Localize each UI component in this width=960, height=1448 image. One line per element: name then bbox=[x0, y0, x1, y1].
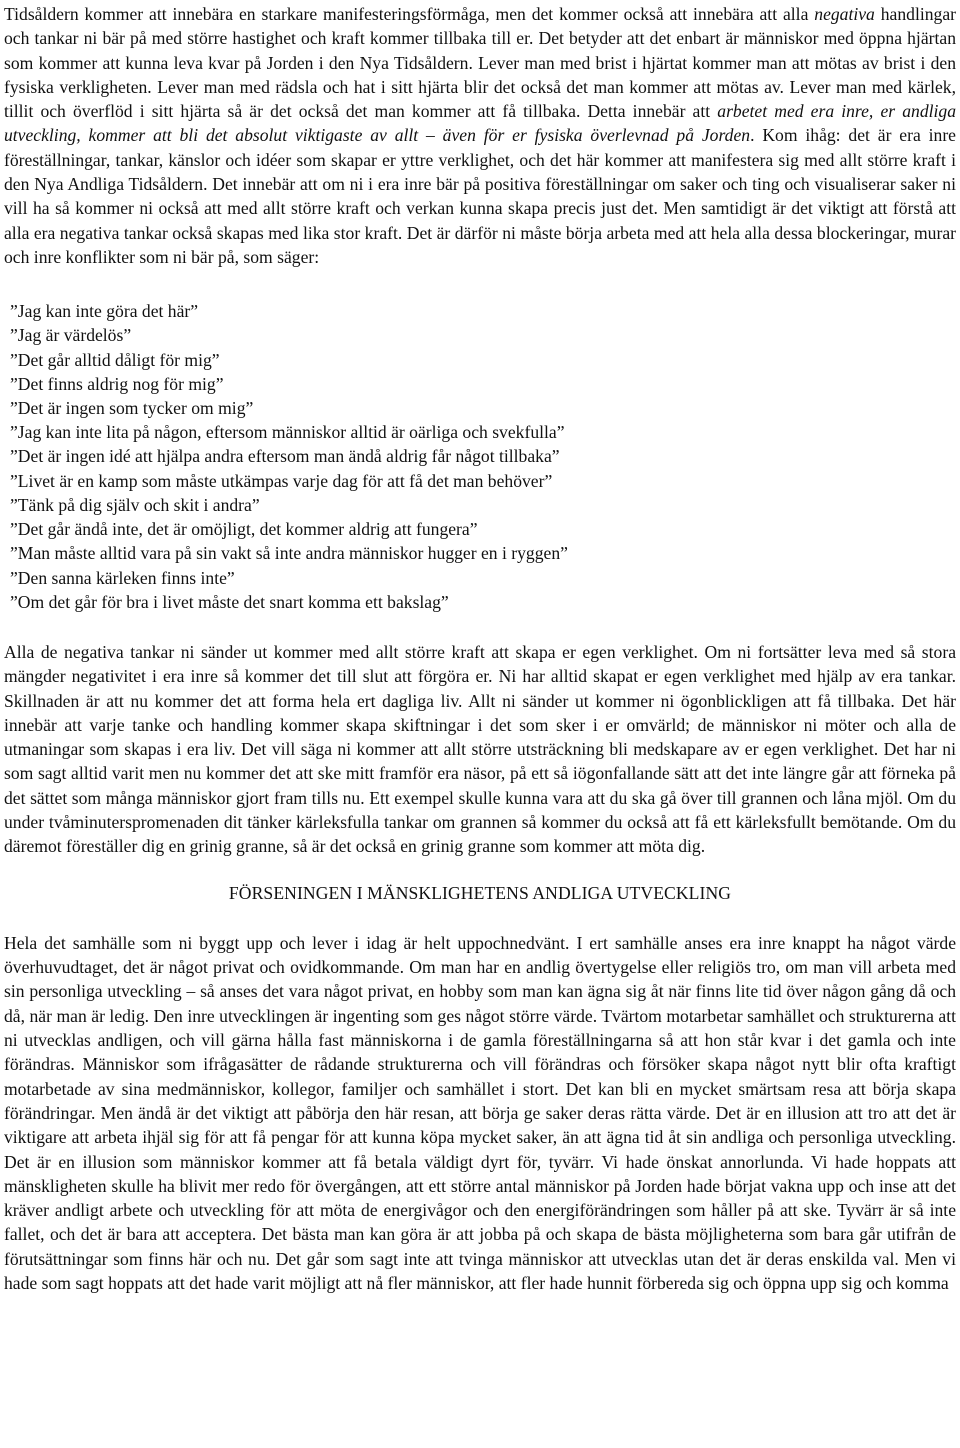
paragraph-3: Hela det samhälle som ni byggt upp och lever i idag är helt uppochnedvänt. I ert samhälle anses era inre knappt ha något värde överhuvudtaget, det är något privat och ovidkommande. Om man har en andlig övertygelse eller religiös tro, om man vill arbeta med sin personliga utveckling – så anses det vara något privat, en hobby som man kan ägna sig åt när finns lite tid över någon gång då och då, när man är ledig. Den inre utvecklingen är ingenting som ges något större värde. Tvärtom motarbetar samhället och strukturerna att ni utvecklas andligen, och vill gärna hålla fast människorna i de gamla föreställningarna så att hon står kvar i det gamla och inte förändras. Människor som ifrågasätter de rådande strukturerna och vill förändras och försöker skapa något nytt blir ofta kraftigt motarbetade av sina medmänniskor, kollegor, familjer och samhället i stort. Det kan bli en mycket smärtsam resa att börja skapa förändringar. Men ändå är det viktigt att påbörja den här resan, att börja ge saker deras rätta värde. Det är en illusion att tro att det är viktigare att arbeta ihjäl sig för att få pengar för att kunna köpa mycket saker, än att ägna tid åt sin andliga och personliga utveckling. Det är en illusion som människor kommer att få betala väldigt dyrt för, tyvärr. Vi hade önskat annorlunda. Vi hade hoppats att mänskligheten skulle ha blivit mer redo för övergången, att ett större antal människor på Jorden hade börjat vakna upp och inse att det kräver andligt arbete och utveckling för att möta de energivågor och den energiförändringen som håller på att ske. Tyvärr är så inte fallet, och det är bara att acceptera. Det bästa man kan göra är att jobba på och skapa de bästa möjligheterna som bara går utifrån de förutsättningar som finns här och nu. Det går som sagt inte att tvinga människor att utvecklas utan det är deras enskilda val. Men vi hade som sagt hoppats att det hade varit möjligt att nå fler människor, att fler hade hunnit förbereda sig och öppna upp sig och komma bbox=[4, 932, 956, 1294]
paragraph-1 bbox=[4, 2, 956, 269]
quote-item: ”Det går ändå inte, det är omöjligt, det kommer aldrig att fungera” bbox=[10, 519, 478, 540]
paragraph-1-italic-b: arbetet med era inre, er andliga utveckling, kommer att bli det absolut viktigaste av allt – även för er fysiska överlevnad på Jorden bbox=[4, 101, 956, 146]
quote-item: ”Det går alltid dåligt för mig” bbox=[10, 349, 220, 370]
quote-item: ”Det finns aldrig nog för mig” bbox=[10, 373, 224, 394]
quote-item: ”Livet är en kamp som måste utkämpas varje dag för att få det man behöver” bbox=[10, 470, 553, 491]
quote-item: ”Jag är värdelös” bbox=[10, 325, 132, 346]
quote-item: ”Den sanna kärleken finns inte” bbox=[10, 567, 235, 588]
quote-item: ”Det är ingen som tycker om mig” bbox=[10, 398, 254, 419]
paragraph-1-text-b: handlingar och tankar ni bär på med större hastighet och kraft kommer tillbaka till er. Det betyder att det enbart är människor med öppna hjärtan som kommer att kunna leva kvar på Jorden i den Nya Tidsåldern. Lever man med brist i hjärtat kommer man att mötas av brist i den fysiska verkligheten. Lever man med rädsla och hat i sitt hjärta blir det också det man kommer att mötas av. Lever man med kärlek, tillit och överflöd i sitt hjärta så är det också det man kommer att få tillbaka. Detta innebär att bbox=[4, 4, 956, 122]
paragraph-2: Alla de negativa tankar ni sänder ut kommer med allt större kraft att skapa er egen verklighet. Om ni fortsätter leva med så stora mängder negativitet i era inre så kommer det till slut att förgöra er. Ni har alltid skapat er egen verklighet med hjälp av era tankar. Skillnaden är att nu kommer det att forma hela ert dagliga liv. Allt ni sänder ut kommer ni ögonblickligen att få tillbaka. Det här innebär att varje tanke och handling kommer skapa skiftningar i det som sker i er omvärld; de människor ni möter och alla de utmaningar som skapas i era liv. Det vill säga ni kommer att allt större utsträckning bli medskapare av er egen verklighet. Det har ni som sagt alltid varit men nu kommer det att ske mitt framför era näsor, på ett så iögonfallande sätt att det inte längre går att förneka på det sättet som många människor gjort fram tills nu. Ett exempel skulle kunna vara att du ska gå över till grannen och låna mjöl. Om du under tvåminuterspromenaden dit tänker kärleksfulla tankar om grannen så kommer du också att få ett kärleksfullt bemötande. Om du däremot föreställer dig en grinig granne, så är det också en grinig granne som kommer att möta dig. bbox=[4, 641, 956, 857]
quote-item: ”Jag kan inte göra det här” bbox=[10, 301, 199, 322]
quote-item: ”Man måste alltid vara på sin vakt så inte andra människor hugger en i ryggen” bbox=[10, 543, 568, 564]
quote-item: ”Det är ingen idé att hjälpa andra eftersom man ändå aldrig får något tillbaka” bbox=[10, 446, 560, 467]
paragraph-1-text-c: . Kom ihåg: det är era inre föreställningar, tankar, känslor och idéer som skapar er yttre verklighet, och det här kommer att manifestera sig med allt större kraft i den Nya Andliga Tidsåldern. Det innebär att om ni i era inre bär på positiva föreställningar om saker och ting och visualiserar saker ni vill ha så kommer ni också att med allt större kraft och verkan kunna skapa precis just det. Men samtidigt är det viktigt att förstå att alla era negativa tankar också skapas med lika stor kraft. Det är därför ni måste börja arbeta med att hela alla dessa blockeringar, murar och inre konflikter som ni bär på, som säger: bbox=[4, 125, 956, 267]
section-heading: FÖRSENINGEN I MÄNSKLIGHETENS ANDLIGA UTVECKLING bbox=[228, 882, 732, 903]
quote-item: ”Jag kan inte lita på någon, eftersom människor alltid är oärliga och svekfulla” bbox=[10, 422, 565, 443]
quote-item: ”Om det går för bra i livet måste det snart komma ett bakslag” bbox=[10, 591, 449, 612]
paragraph-1-italic-a: negativa bbox=[814, 4, 875, 24]
paragraph-1-text-a: Tidsåldern kommer att innebära en starkare manifesteringsförmåga, men det kommer också att innebära att alla bbox=[4, 4, 815, 24]
quote-list bbox=[4, 299, 956, 614]
quote-item: ”Tänk på dig själv och skit i andra” bbox=[10, 494, 260, 515]
